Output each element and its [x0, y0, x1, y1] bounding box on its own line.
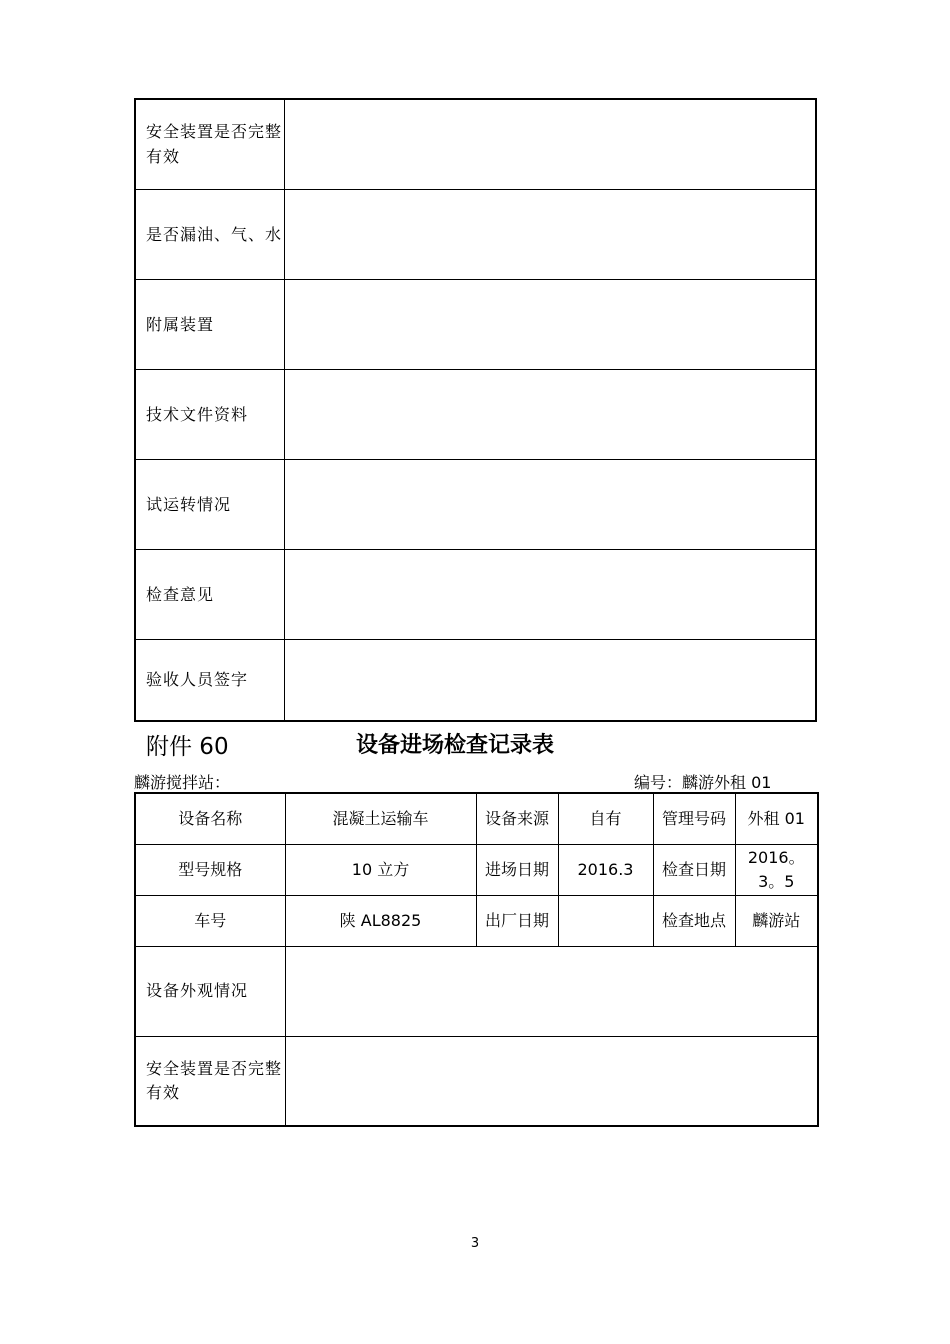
table-row [135, 1036, 818, 1126]
row-label: 检查意见 [135, 549, 285, 639]
row-value[interactable] [285, 639, 817, 721]
row-label: 安全装置是否完整有效 [135, 99, 285, 189]
table-row [135, 279, 816, 369]
table-row [135, 895, 818, 946]
row-label: 试运转情况 [135, 459, 285, 549]
entry-date-value[interactable]: 2016.3 [558, 844, 653, 895]
plate-label: 车号 [135, 895, 285, 946]
table-row [135, 844, 818, 895]
inspection-record-table [134, 792, 819, 1127]
table-row [135, 946, 818, 1036]
model-value[interactable]: 10 立方 [285, 844, 476, 895]
row-value[interactable] [285, 99, 817, 189]
station-label: 麟游搅拌站： [134, 773, 231, 792]
equipment-name-value[interactable]: 混凝土运输车 [285, 793, 476, 844]
table-row [135, 549, 816, 639]
appearance-value[interactable] [285, 946, 818, 1036]
check-place-label: 检查地点 [653, 895, 735, 946]
plate-value[interactable]: 陕 AL8825 [285, 895, 476, 946]
row-label: 是否漏油、气、水 [135, 189, 285, 279]
check-place-value[interactable]: 麟游站 [735, 895, 818, 946]
row-label: 技术文件资料 [135, 369, 285, 459]
safety-value[interactable] [285, 1036, 818, 1126]
table-row [135, 99, 816, 189]
check-date-label: 检查日期 [653, 844, 735, 895]
row-label: 附属装置 [135, 279, 285, 369]
factory-date-value[interactable] [558, 895, 653, 946]
appearance-label: 设备外观情况 [135, 946, 285, 1036]
table-row [135, 793, 818, 844]
page-number: 3 [470, 1236, 480, 1251]
row-value[interactable] [285, 549, 817, 639]
table-row [135, 369, 816, 459]
row-value[interactable] [285, 459, 817, 549]
row-label: 验收人员签字 [135, 639, 285, 721]
form-title: 设备进场检查记录表 [356, 733, 555, 758]
mgmt-no-value[interactable]: 外租 01 [735, 793, 818, 844]
mgmt-no-label: 管理号码 [653, 793, 735, 844]
row-value[interactable] [285, 189, 817, 279]
entry-date-label: 进场日期 [476, 844, 558, 895]
equipment-name-label: 设备名称 [135, 793, 285, 844]
form-number: 编号：麟游外租 01 [634, 773, 772, 792]
source-label: 设备来源 [476, 793, 558, 844]
factory-date-label: 出厂日期 [476, 895, 558, 946]
attachment-label: 附件 60 [146, 734, 229, 760]
table-row [135, 189, 816, 279]
safety-label: 安全装置是否完整有效 [135, 1036, 285, 1126]
table-row [135, 459, 816, 549]
model-label: 型号规格 [135, 844, 285, 895]
source-value[interactable]: 自有 [558, 793, 653, 844]
inspection-table-continued [134, 98, 817, 722]
table-row [135, 639, 816, 721]
row-value[interactable] [285, 279, 817, 369]
check-date-value[interactable]: 2016。3。5 [735, 844, 818, 895]
row-value[interactable] [285, 369, 817, 459]
